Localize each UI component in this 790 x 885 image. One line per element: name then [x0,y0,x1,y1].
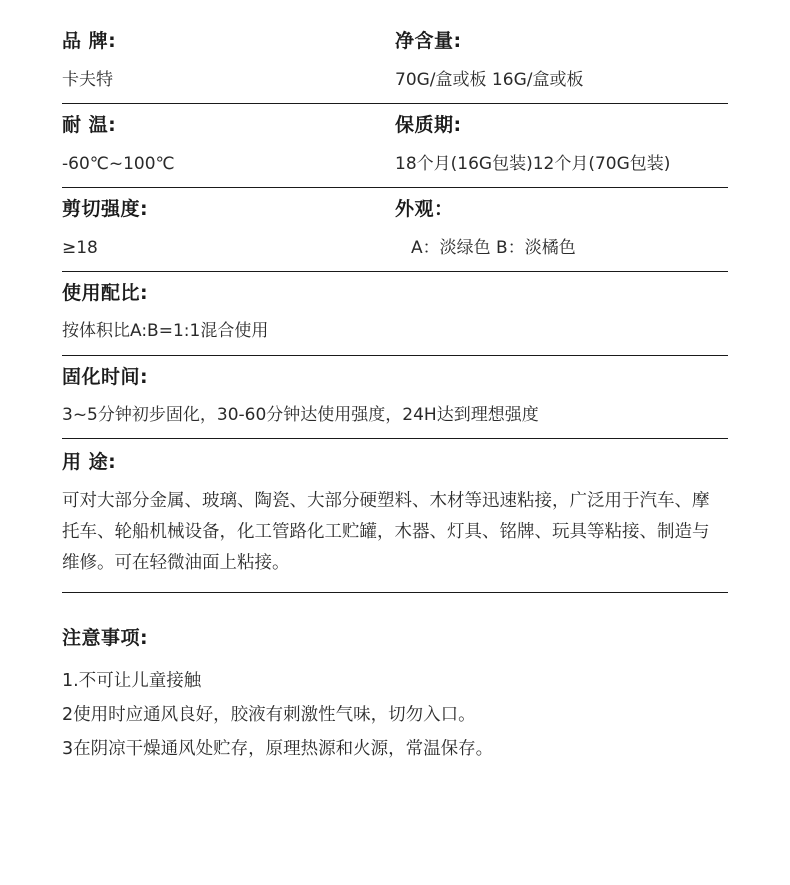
table-row [62,272,728,356]
spec-label-appearance: 外观： [395,197,454,220]
spec-value-appearance: A：淡绿色 B：淡橘色 [411,237,576,258]
notes-title: 注意事项: [62,627,149,650]
spec-cell-appearance [395,188,728,271]
spec-label-shelf-life: 保质期: [395,113,462,136]
note-item: 2使用时应通风良好，胶液有刺激性气味，切勿入口。 [62,705,476,726]
table-row [62,188,728,272]
spec-value-cure-time: 3~5分钟初步固化，30-60分钟达使用强度，24H达到理想强度 [62,405,539,426]
spec-value-shear-strength: ≥18 [62,237,98,258]
spec-cell-brand [62,22,395,103]
spec-label-shear-strength: 剪切强度: [62,197,149,220]
spec-value-mix-ratio: 按体积比A:B=1:1混合使用 [62,321,269,342]
spec-label-net-content: 净含量: [395,30,462,52]
spec-value-usage: 可对大部分金属、玻璃、陶瓷、大部分硬塑料、木材等迅速粘接，广泛用于汽车、摩托车、轮船机械设备，化工管路化工贮罐，木器、灯具、铭牌、玩具等粘接、制造与维修。可在轻微油面上粘接。 [62,491,710,573]
notes-section [62,593,728,766]
spec-label-temperature: 耐 温: [62,113,117,136]
spec-cell-cure-time [62,356,728,439]
spec-cell-shelf-life [395,104,728,187]
spec-label-usage: 用 途: [62,451,117,474]
spec-cell-usage [62,439,728,592]
table-row [62,104,728,188]
spec-label-cure-time: 固化时间: [62,365,149,388]
spec-cell-mix-ratio [62,272,728,355]
spec-label-brand: 品 牌: [62,30,117,52]
spec-value-temperature: -60℃~100℃ [62,153,175,174]
spec-cell-shear-strength [62,188,395,271]
spec-label-mix-ratio: 使用配比: [62,281,149,304]
spec-cell-temperature [62,104,395,187]
note-item: 3在阴凉干燥通风处贮存，原理热源和火源，常温保存。 [62,739,494,760]
table-row [62,356,728,440]
spec-cell-net-content [395,22,728,103]
spec-value-shelf-life: 18个月(16G包装)12个月(70G包装) [395,153,671,174]
table-row [62,22,728,104]
note-item: 1.不可让儿童接触 [62,670,202,691]
spec-table [62,0,728,593]
table-row [62,439,728,593]
spec-value-net-content: 70G/盒或板 16G/盒或板 [395,69,584,90]
spec-value-brand: 卡夫特 [62,69,113,90]
